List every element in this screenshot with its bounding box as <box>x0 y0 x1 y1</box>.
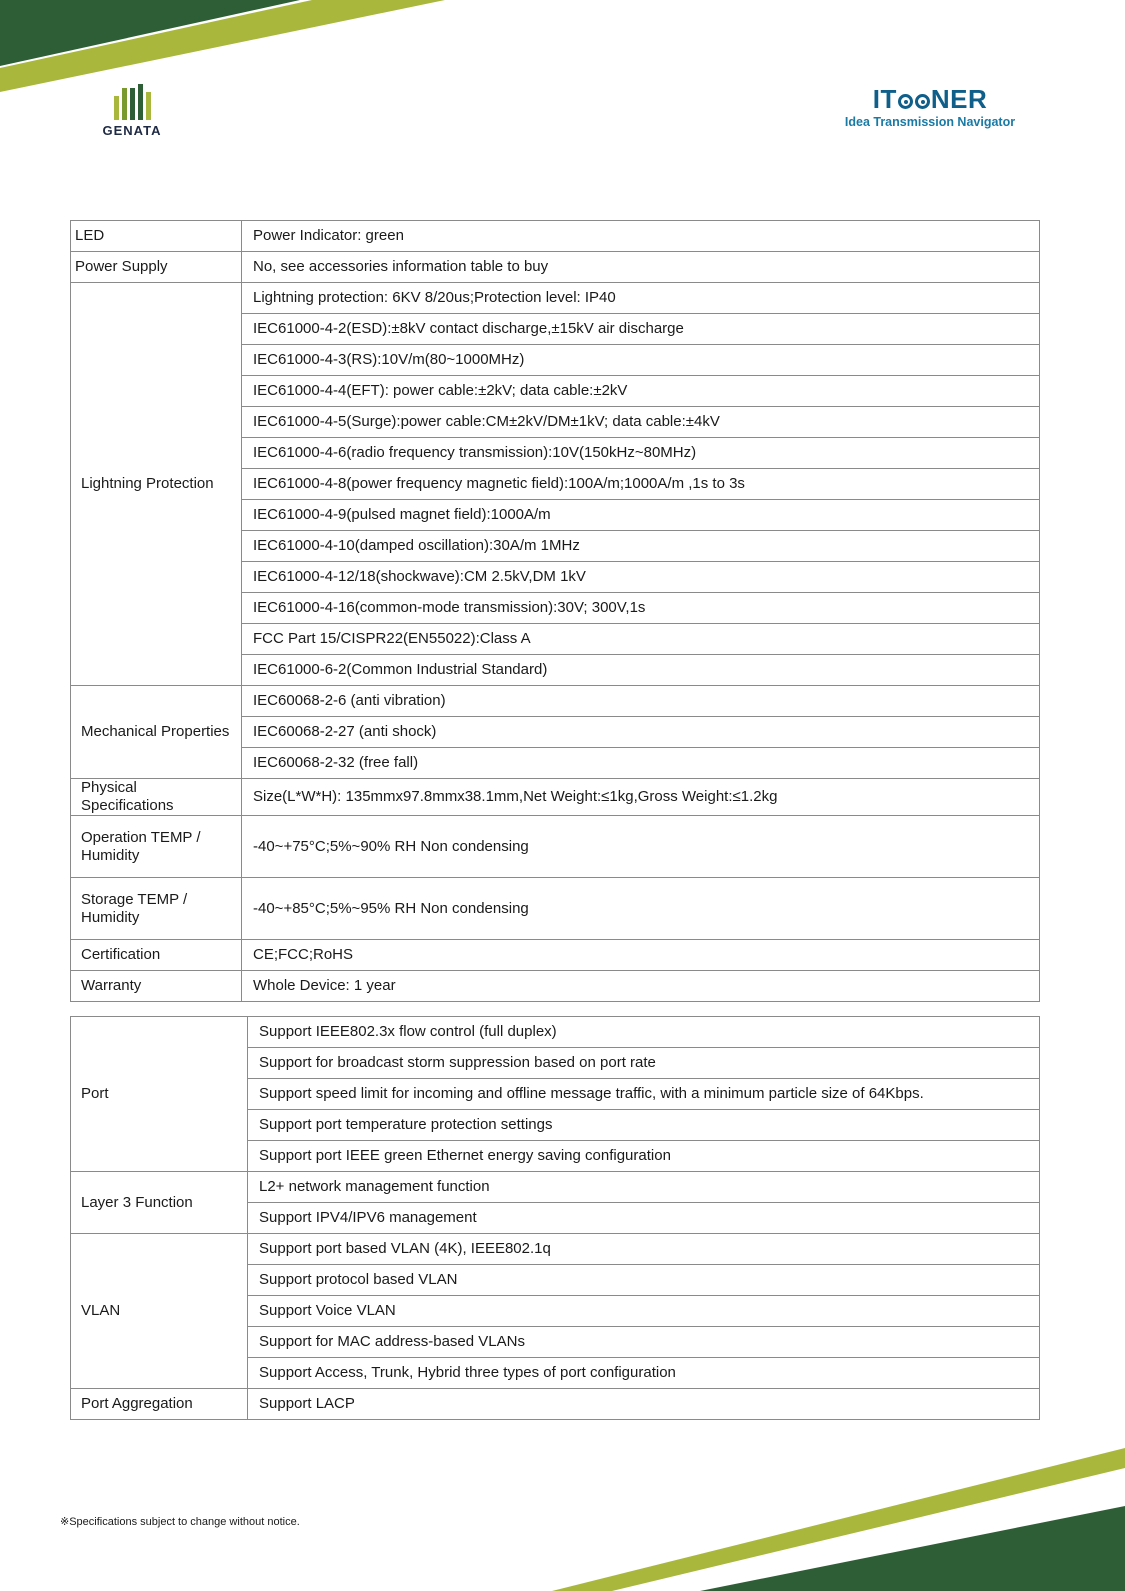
spec-value: Support Voice VLAN <box>248 1296 1040 1327</box>
spec-key: Power Supply <box>71 252 242 283</box>
spec-key: Warranty <box>71 971 242 1002</box>
table-row <box>71 971 1040 1002</box>
table-row <box>71 1234 1040 1265</box>
spec-value: Support for MAC address-based VLANs <box>248 1327 1040 1358</box>
spec-value: L2+ network management function <box>248 1172 1040 1203</box>
itooner-brand-start: IT <box>872 84 897 114</box>
spec-key: Mechanical Properties <box>71 686 242 779</box>
spec-key: Lightning Protection <box>71 283 242 686</box>
spec-value: Support port temperature protection settings <box>248 1110 1040 1141</box>
table-row <box>71 221 1040 252</box>
spec-value: Support port IEEE green Ethernet energy saving configuration <box>248 1141 1040 1172</box>
spec-value: Support port based VLAN (4K), IEEE802.1q <box>248 1234 1040 1265</box>
spec-value: IEC61000-4-4(EFT): power cable:±2kV; data cable:±2kV <box>242 376 1040 407</box>
spec-value: Support protocol based VLAN <box>248 1265 1040 1296</box>
table-row <box>71 1017 1040 1048</box>
table-row <box>71 779 1040 816</box>
eye-icon <box>898 94 913 109</box>
spec-value: Support IEEE802.3x flow control (full duplex) <box>248 1017 1040 1048</box>
genata-logo-text: GENATA <box>102 123 162 138</box>
spec-table-features <box>70 1016 1040 1420</box>
spec-value: IEC60068-2-27 (anti shock) <box>242 717 1040 748</box>
itooner-logo <box>835 85 1025 129</box>
spec-value: -40~+85°C;5%~95% RH Non condensing <box>242 878 1040 940</box>
table-row <box>71 686 1040 717</box>
table-row <box>71 1389 1040 1420</box>
spec-value: IEC61000-4-6(radio frequency transmission):10V(150kHz~80MHz) <box>242 438 1040 469</box>
footnote: ※Specifications subject to change without notice. <box>60 1516 300 1528</box>
spec-value: Lightning protection: 6KV 8/20us;Protection level: IP40 <box>242 283 1040 314</box>
table-row <box>71 283 1040 314</box>
table-row <box>71 1172 1040 1203</box>
spec-value: IEC61000-4-10(damped oscillation):30A/m 1MHz <box>242 531 1040 562</box>
itooner-brand <box>835 85 1025 113</box>
spec-value: Size(L*W*H): 135mmx97.8mmx38.1mm,Net Weight:≤1kg,Gross Weight:≤1.2kg <box>242 779 1040 816</box>
spec-value: FCC Part 15/CISPR22(EN55022):Class A <box>242 624 1040 655</box>
spec-value: IEC60068-2-32 (free fall) <box>242 748 1040 779</box>
spec-value: Support LACP <box>248 1389 1040 1420</box>
spec-value: CE;FCC;RoHS <box>242 940 1040 971</box>
table-row <box>71 940 1040 971</box>
table-row <box>71 816 1040 878</box>
spec-value: IEC61000-4-5(Surge):power cable:CM±2kV/DM±1kV; data cable:±4kV <box>242 407 1040 438</box>
spec-value: -40~+75°C;5%~90% RH Non condensing <box>242 816 1040 878</box>
spec-key: Certification <box>71 940 242 971</box>
spec-table-general <box>70 220 1040 1002</box>
spec-key: Operation TEMP / Humidity <box>71 816 242 878</box>
itooner-brand-end: NER <box>930 84 988 114</box>
spec-value: IEC61000-4-3(RS):10V/m(80~1000MHz) <box>242 345 1040 376</box>
spec-key: Physical Specifications <box>71 779 242 816</box>
spec-value: Support Access, Trunk, Hybrid three types of port configuration <box>248 1358 1040 1389</box>
spec-key: VLAN <box>71 1234 248 1389</box>
spec-key: Port Aggregation <box>71 1389 248 1420</box>
spec-key: Layer 3 Function <box>71 1172 248 1234</box>
spec-key: Port <box>71 1017 248 1172</box>
table-row <box>71 878 1040 940</box>
spec-value: IEC61000-4-16(common-mode transmission):30V; 300V,1s <box>242 593 1040 624</box>
spec-key: Storage TEMP / Humidity <box>71 878 242 940</box>
table-row <box>71 252 1040 283</box>
spec-value: IEC61000-4-9(pulsed magnet field):1000A/m <box>242 500 1040 531</box>
genata-logo-icon <box>97 82 167 120</box>
spec-value: No, see accessories information table to buy <box>242 252 1040 283</box>
spec-value: IEC61000-6-2(Common Industrial Standard) <box>242 655 1040 686</box>
genata-logo <box>97 82 167 138</box>
spec-value: IEC61000-4-8(power frequency magnetic field):100A/m;1000A/m ,1s to 3s <box>242 469 1040 500</box>
spec-value: IEC61000-4-2(ESD):±8kV contact discharge,±15kV air discharge <box>242 314 1040 345</box>
spec-value: Support speed limit for incoming and offline message traffic, with a minimum particle size of 64Kbps. <box>248 1079 1040 1110</box>
eye-icon <box>915 94 930 109</box>
spec-value: Support IPV4/IPV6 management <box>248 1203 1040 1234</box>
spec-value: Whole Device: 1 year <box>242 971 1040 1002</box>
spec-value: IEC60068-2-6 (anti vibration) <box>242 686 1040 717</box>
spec-value: Support for broadcast storm suppression based on port rate <box>248 1048 1040 1079</box>
spec-key: LED <box>71 221 242 252</box>
itooner-tagline: Idea Transmission Navigator <box>844 115 1016 129</box>
spec-value: Power Indicator: green <box>242 221 1040 252</box>
spec-value: IEC61000-4-12/18(shockwave):CM 2.5kV,DM 1kV <box>242 562 1040 593</box>
